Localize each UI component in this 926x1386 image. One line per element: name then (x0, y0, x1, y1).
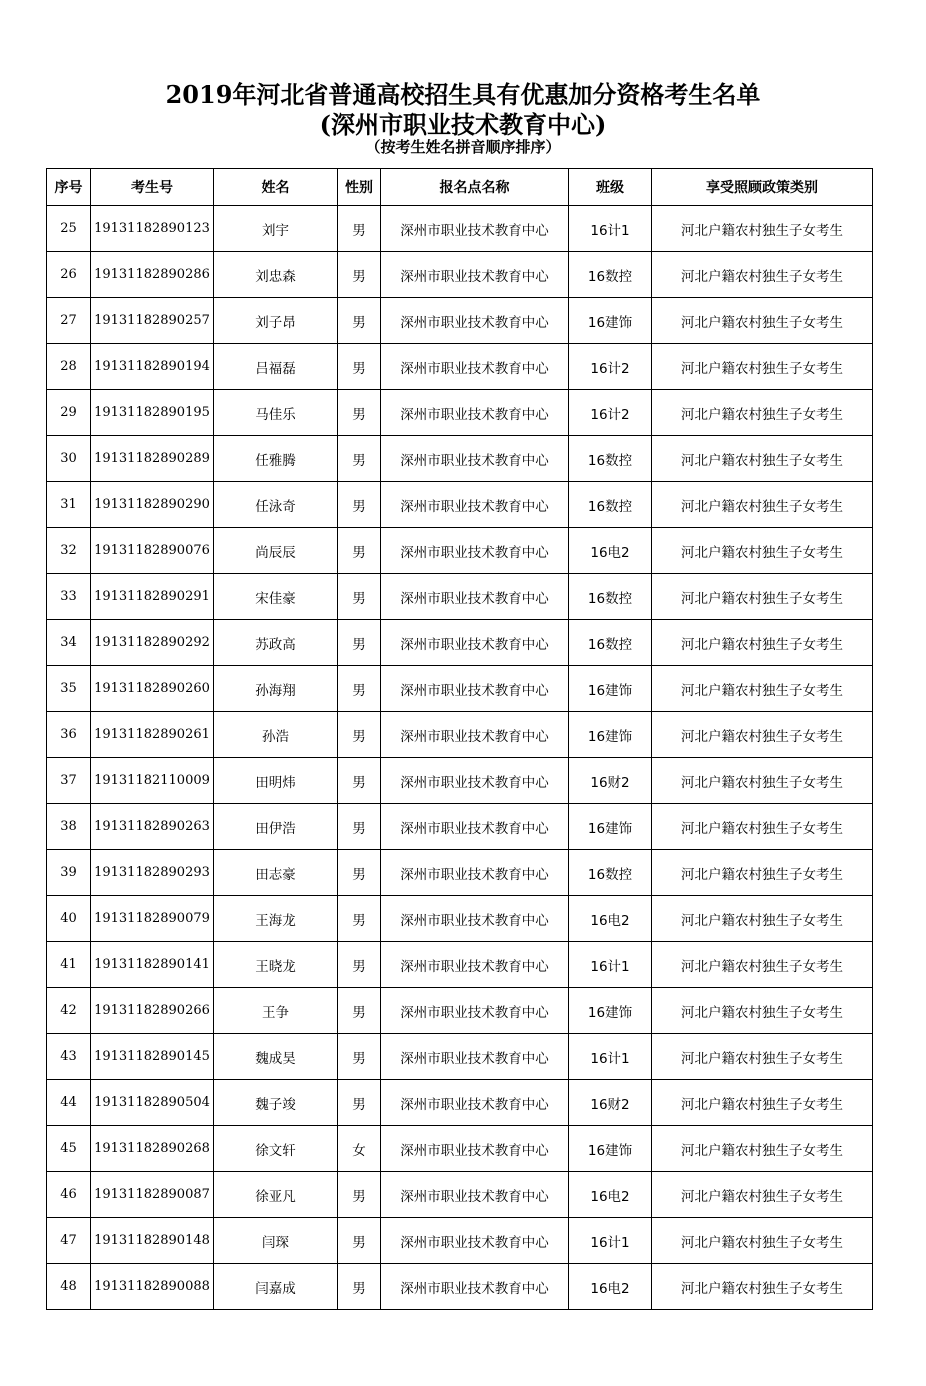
cell-class: 16建饰 (569, 712, 652, 758)
cell-class: 16计1 (569, 206, 652, 252)
cell-school: 深州市职业技术教育中心 (381, 1034, 569, 1080)
table-row (47, 1126, 873, 1172)
cell-seq: 35 (47, 666, 91, 712)
cell-name: 闫琛 (214, 1218, 338, 1264)
cell-policy: 河北户籍农村独生子女考生 (652, 344, 873, 390)
table-row (47, 206, 873, 252)
cell-class: 16建饰 (569, 298, 652, 344)
cell-policy: 河北户籍农村独生子女考生 (652, 712, 873, 758)
cell-seq: 45 (47, 1126, 91, 1172)
cell-name: 闫嘉成 (214, 1264, 338, 1310)
cell-policy: 河北户籍农村独生子女考生 (652, 1080, 873, 1126)
cell-gender: 男 (338, 252, 381, 298)
cell-name: 马佳乐 (214, 390, 338, 436)
cell-exam-id: 19131182890293 (91, 850, 214, 896)
cell-policy: 河北户籍农村独生子女考生 (652, 574, 873, 620)
cell-class: 16数控 (569, 482, 652, 528)
cell-policy: 河北户籍农村独生子女考生 (652, 758, 873, 804)
cell-gender: 男 (338, 482, 381, 528)
table-row (47, 896, 873, 942)
table-row (47, 1172, 873, 1218)
cell-exam-id: 19131182890123 (91, 206, 214, 252)
cell-gender: 男 (338, 344, 381, 390)
cell-name: 王争 (214, 988, 338, 1034)
cell-policy: 河北户籍农村独生子女考生 (652, 942, 873, 988)
table-row (47, 1034, 873, 1080)
table-body (47, 206, 873, 1310)
cell-seq: 26 (47, 252, 91, 298)
cell-gender: 男 (338, 942, 381, 988)
cell-seq: 42 (47, 988, 91, 1034)
cell-school: 深州市职业技术教育中心 (381, 206, 569, 252)
cell-exam-id: 19131182890079 (91, 896, 214, 942)
cell-gender: 男 (338, 988, 381, 1034)
cell-school: 深州市职业技术教育中心 (381, 896, 569, 942)
cell-class: 16建饰 (569, 804, 652, 850)
cell-class: 16建饰 (569, 988, 652, 1034)
cell-gender: 男 (338, 574, 381, 620)
candidate-table (46, 168, 873, 1310)
header-policy: 享受照顾政策类别 (652, 169, 873, 206)
cell-policy: 河北户籍农村独生子女考生 (652, 206, 873, 252)
cell-policy: 河北户籍农村独生子女考生 (652, 390, 873, 436)
cell-exam-id: 19131182890145 (91, 1034, 214, 1080)
cell-gender: 男 (338, 1080, 381, 1126)
cell-gender: 男 (338, 1218, 381, 1264)
cell-class: 16电2 (569, 896, 652, 942)
cell-exam-id: 19131182890088 (91, 1264, 214, 1310)
cell-seq: 25 (47, 206, 91, 252)
table-row (47, 988, 873, 1034)
cell-exam-id: 19131182890260 (91, 666, 214, 712)
cell-name: 刘子昂 (214, 298, 338, 344)
cell-gender: 男 (338, 436, 381, 482)
cell-policy: 河北户籍农村独生子女考生 (652, 528, 873, 574)
cell-exam-id: 19131182890290 (91, 482, 214, 528)
cell-policy: 河北户籍农村独生子女考生 (652, 1264, 873, 1310)
cell-school: 深州市职业技术教育中心 (381, 390, 569, 436)
cell-seq: 34 (47, 620, 91, 666)
cell-gender: 男 (338, 850, 381, 896)
header-gender: 性别 (338, 169, 381, 206)
cell-exam-id: 19131182890261 (91, 712, 214, 758)
cell-exam-id: 19131182890141 (91, 942, 214, 988)
cell-policy: 河北户籍农村独生子女考生 (652, 252, 873, 298)
cell-policy: 河北户籍农村独生子女考生 (652, 1218, 873, 1264)
cell-class: 16数控 (569, 574, 652, 620)
cell-name: 吕福磊 (214, 344, 338, 390)
cell-exam-id: 19131182890292 (91, 620, 214, 666)
cell-gender: 男 (338, 1172, 381, 1218)
table-row (47, 252, 873, 298)
cell-policy: 河北户籍农村独生子女考生 (652, 666, 873, 712)
cell-school: 深州市职业技术教育中心 (381, 666, 569, 712)
cell-school: 深州市职业技术教育中心 (381, 850, 569, 896)
cell-seq: 28 (47, 344, 91, 390)
cell-school: 深州市职业技术教育中心 (381, 758, 569, 804)
cell-exam-id: 19131182890291 (91, 574, 214, 620)
table-row (47, 298, 873, 344)
cell-school: 深州市职业技术教育中心 (381, 804, 569, 850)
cell-seq: 41 (47, 942, 91, 988)
table-row (47, 344, 873, 390)
document-title: 2019年河北省普通高校招生具有优惠加分资格考生名单 (165, 80, 761, 109)
cell-exam-id: 19131182890266 (91, 988, 214, 1034)
header-exam-id: 考生号 (91, 169, 214, 206)
cell-seq: 47 (47, 1218, 91, 1264)
cell-class: 16数控 (569, 252, 652, 298)
cell-name: 田志豪 (214, 850, 338, 896)
cell-name: 刘忠森 (214, 252, 338, 298)
cell-policy: 河北户籍农村独生子女考生 (652, 988, 873, 1034)
cell-school: 深州市职业技术教育中心 (381, 1126, 569, 1172)
cell-class: 16计1 (569, 1034, 652, 1080)
cell-school: 深州市职业技术教育中心 (381, 252, 569, 298)
cell-policy: 河北户籍农村独生子女考生 (652, 850, 873, 896)
cell-class: 16电2 (569, 1172, 652, 1218)
cell-exam-id: 19131182110009 (91, 758, 214, 804)
cell-exam-id: 19131182890194 (91, 344, 214, 390)
cell-school: 深州市职业技术教育中心 (381, 436, 569, 482)
cell-name: 徐文轩 (214, 1126, 338, 1172)
cell-school: 深州市职业技术教育中心 (381, 620, 569, 666)
cell-class: 16数控 (569, 850, 652, 896)
cell-exam-id: 19131182890263 (91, 804, 214, 850)
table-row (47, 390, 873, 436)
cell-seq: 48 (47, 1264, 91, 1310)
cell-school: 深州市职业技术教育中心 (381, 1172, 569, 1218)
cell-gender: 男 (338, 528, 381, 574)
cell-seq: 40 (47, 896, 91, 942)
cell-policy: 河北户籍农村独生子女考生 (652, 1034, 873, 1080)
table-row (47, 850, 873, 896)
table-row (47, 482, 873, 528)
cell-exam-id: 19131182890286 (91, 252, 214, 298)
cell-name: 孙浩 (214, 712, 338, 758)
header-seq: 序号 (47, 169, 91, 206)
table-row (47, 758, 873, 804)
cell-class: 16计2 (569, 344, 652, 390)
table-row (47, 1080, 873, 1126)
cell-seq: 31 (47, 482, 91, 528)
cell-class: 16数控 (569, 620, 652, 666)
cell-policy: 河北户籍农村独生子女考生 (652, 896, 873, 942)
cell-school: 深州市职业技术教育中心 (381, 1218, 569, 1264)
table-header-row (47, 169, 873, 206)
cell-school: 深州市职业技术教育中心 (381, 528, 569, 574)
cell-class: 16电2 (569, 528, 652, 574)
table-row (47, 528, 873, 574)
cell-policy: 河北户籍农村独生子女考生 (652, 620, 873, 666)
cell-exam-id: 19131182890076 (91, 528, 214, 574)
cell-name: 刘宇 (214, 206, 338, 252)
cell-seq: 33 (47, 574, 91, 620)
cell-seq: 44 (47, 1080, 91, 1126)
cell-gender: 男 (338, 390, 381, 436)
table-row (47, 574, 873, 620)
cell-policy: 河北户籍农村独生子女考生 (652, 436, 873, 482)
cell-name: 田明炜 (214, 758, 338, 804)
cell-school: 深州市职业技术教育中心 (381, 344, 569, 390)
cell-name: 尚辰辰 (214, 528, 338, 574)
cell-gender: 男 (338, 804, 381, 850)
table-row (47, 942, 873, 988)
cell-name: 魏子竣 (214, 1080, 338, 1126)
cell-exam-id: 19131182890195 (91, 390, 214, 436)
cell-exam-id: 19131182890148 (91, 1218, 214, 1264)
table-row (47, 1264, 873, 1310)
cell-name: 任泳奇 (214, 482, 338, 528)
cell-gender: 女 (338, 1126, 381, 1172)
cell-exam-id: 19131182890504 (91, 1080, 214, 1126)
cell-class: 16建饰 (569, 1126, 652, 1172)
header-name: 姓名 (214, 169, 338, 206)
cell-seq: 32 (47, 528, 91, 574)
cell-school: 深州市职业技术教育中心 (381, 298, 569, 344)
table-row (47, 666, 873, 712)
cell-class: 16财2 (569, 1080, 652, 1126)
cell-school: 深州市职业技术教育中心 (381, 988, 569, 1034)
cell-gender: 男 (338, 1034, 381, 1080)
cell-seq: 38 (47, 804, 91, 850)
cell-gender: 男 (338, 712, 381, 758)
cell-name: 徐亚凡 (214, 1172, 338, 1218)
cell-name: 任雅腾 (214, 436, 338, 482)
cell-gender: 男 (338, 620, 381, 666)
cell-policy: 河北户籍农村独生子女考生 (652, 1126, 873, 1172)
cell-class: 16数控 (569, 436, 652, 482)
cell-school: 深州市职业技术教育中心 (381, 1264, 569, 1310)
cell-name: 王海龙 (214, 896, 338, 942)
cell-exam-id: 19131182890268 (91, 1126, 214, 1172)
table-row (47, 712, 873, 758)
cell-policy: 河北户籍农村独生子女考生 (652, 804, 873, 850)
document-subtitle: (深州市职业技术教育中心) (319, 110, 607, 139)
cell-seq: 43 (47, 1034, 91, 1080)
cell-exam-id: 19131182890257 (91, 298, 214, 344)
table-row (47, 620, 873, 666)
cell-gender: 男 (338, 298, 381, 344)
table-row (47, 1218, 873, 1264)
cell-seq: 46 (47, 1172, 91, 1218)
cell-seq: 30 (47, 436, 91, 482)
cell-seq: 39 (47, 850, 91, 896)
cell-name: 王晓龙 (214, 942, 338, 988)
cell-seq: 29 (47, 390, 91, 436)
cell-name: 苏政高 (214, 620, 338, 666)
cell-name: 田伊浩 (214, 804, 338, 850)
cell-name: 宋佳豪 (214, 574, 338, 620)
cell-gender: 男 (338, 896, 381, 942)
cell-seq: 27 (47, 298, 91, 344)
cell-gender: 男 (338, 666, 381, 712)
table-row (47, 804, 873, 850)
cell-policy: 河北户籍农村独生子女考生 (652, 482, 873, 528)
cell-school: 深州市职业技术教育中心 (381, 942, 569, 988)
cell-gender: 男 (338, 1264, 381, 1310)
sort-note: （按考生姓名拼音顺序排序） (365, 138, 561, 156)
cell-class: 16财2 (569, 758, 652, 804)
cell-class: 16电2 (569, 1264, 652, 1310)
header-class: 班级 (569, 169, 652, 206)
cell-class: 16建饰 (569, 666, 652, 712)
cell-name: 魏成昊 (214, 1034, 338, 1080)
table-row (47, 436, 873, 482)
cell-policy: 河北户籍农村独生子女考生 (652, 298, 873, 344)
cell-gender: 男 (338, 758, 381, 804)
cell-exam-id: 19131182890289 (91, 436, 214, 482)
cell-gender: 男 (338, 206, 381, 252)
cell-seq: 36 (47, 712, 91, 758)
cell-school: 深州市职业技术教育中心 (381, 1080, 569, 1126)
cell-class: 16计2 (569, 390, 652, 436)
header-school: 报名点名称 (381, 169, 569, 206)
cell-policy: 河北户籍农村独生子女考生 (652, 1172, 873, 1218)
cell-school: 深州市职业技术教育中心 (381, 574, 569, 620)
cell-class: 16计1 (569, 942, 652, 988)
cell-name: 孙海翔 (214, 666, 338, 712)
cell-school: 深州市职业技术教育中心 (381, 712, 569, 758)
cell-school: 深州市职业技术教育中心 (381, 482, 569, 528)
cell-seq: 37 (47, 758, 91, 804)
cell-exam-id: 19131182890087 (91, 1172, 214, 1218)
cell-class: 16计1 (569, 1218, 652, 1264)
